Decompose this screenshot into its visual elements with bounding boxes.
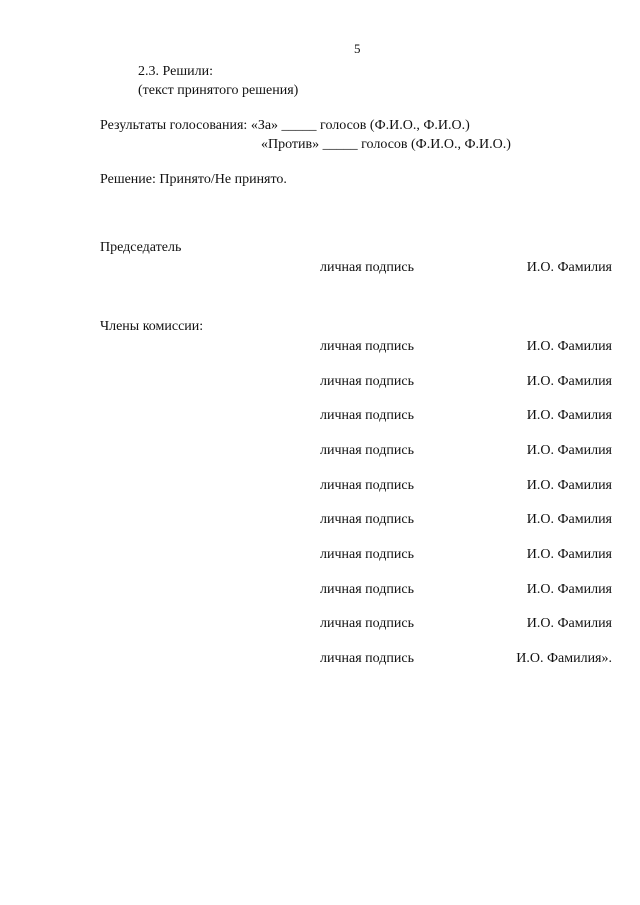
member-signature-row (320, 581, 612, 599)
member-signature-row (320, 477, 612, 495)
signature-label: личная подпись (320, 582, 414, 597)
member-signature-row (320, 407, 612, 425)
members-label: Члены комиссии: (100, 319, 204, 334)
signatory-name: И.О. Фамилия». (516, 651, 612, 666)
signatory-name: И.О. Фамилия (526, 582, 612, 597)
signature-label: личная подпись (320, 547, 414, 562)
decision-text: Решение: Принято/Не принято. (100, 172, 287, 187)
signature-label: личная подпись (320, 651, 414, 666)
signature-label: личная подпись (320, 512, 414, 527)
voting-results-for: Результаты голосования: «За» _____ голосов (Ф.И.О., Ф.И.О.) (100, 118, 470, 133)
signatory-name: И.О. Фамилия (526, 260, 612, 275)
signature-label: личная подпись (320, 339, 414, 354)
signature-label: личная подпись (320, 260, 414, 275)
signature-label: личная подпись (320, 374, 414, 389)
member-signature-row (320, 338, 612, 356)
signature-label: личная подпись (320, 478, 414, 493)
signatory-name: И.О. Фамилия (526, 339, 612, 354)
signature-label: личная подпись (320, 443, 414, 458)
member-signature-row (320, 442, 612, 460)
section-subtitle: (текст принятого решения) (138, 83, 299, 98)
signatory-name: И.О. Фамилия (526, 547, 612, 562)
signatory-name: И.О. Фамилия (526, 408, 612, 423)
member-signature-row (320, 615, 612, 633)
signatory-name: И.О. Фамилия (526, 478, 612, 493)
signatory-name: И.О. Фамилия (526, 616, 612, 631)
signatory-name: И.О. Фамилия (526, 443, 612, 458)
signature-label: личная подпись (320, 616, 414, 631)
member-signature-row (320, 650, 612, 668)
chairman-label: Председатель (100, 240, 182, 255)
chairman-signature-row (320, 259, 612, 277)
signatory-name: И.О. Фамилия (526, 512, 612, 527)
signatory-name: И.О. Фамилия (526, 374, 612, 389)
member-signature-row (320, 511, 612, 529)
member-signature-row (320, 373, 612, 391)
signature-label: личная подпись (320, 408, 414, 423)
member-signature-row (320, 546, 612, 564)
voting-results-against: «Против» _____ голосов (Ф.И.О., Ф.И.О.) (261, 137, 511, 152)
section-title: 2.3. Решили: (138, 64, 213, 79)
page-number: 5 (354, 41, 361, 56)
